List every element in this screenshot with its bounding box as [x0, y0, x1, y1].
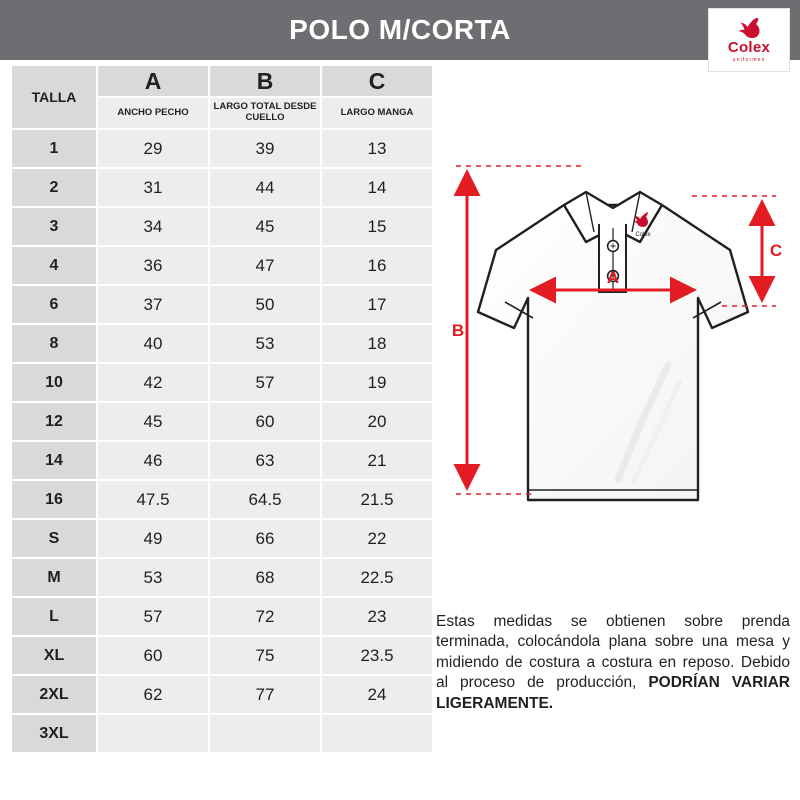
row-value-b: 53 [210, 325, 320, 362]
row-value-a: 46 [98, 442, 208, 479]
row-value-a: 45 [98, 403, 208, 440]
row-value-c: 23 [322, 598, 432, 635]
row-size: 3 [12, 208, 96, 245]
row-value-a: 62 [98, 676, 208, 713]
table-row [12, 169, 432, 206]
row-value-c: 14 [322, 169, 432, 206]
row-value-a: 47.5 [98, 481, 208, 518]
row-value-b: 60 [210, 403, 320, 440]
table-row [12, 559, 432, 596]
row-value-b: 77 [210, 676, 320, 713]
row-value-a: 36 [98, 247, 208, 284]
row-value-c: 16 [322, 247, 432, 284]
table-row [12, 637, 432, 674]
table-header-row [12, 66, 432, 96]
row-size: 12 [12, 403, 96, 440]
table-row [12, 403, 432, 440]
table-row [12, 208, 432, 245]
row-value-b: 63 [210, 442, 320, 479]
eagle-icon [736, 17, 762, 39]
header-letter-b: B [210, 66, 320, 96]
row-value-c: 18 [322, 325, 432, 362]
row-value-c: 20 [322, 403, 432, 440]
table-row [12, 481, 432, 518]
row-size: 2XL [12, 676, 96, 713]
table-row [12, 130, 432, 167]
row-value-c: 13 [322, 130, 432, 167]
row-size: L [12, 598, 96, 635]
header-size-label: TALLA [12, 66, 96, 128]
header-desc-b: LARGO TOTAL DESDE CUELLO [210, 98, 320, 128]
row-value-b: 45 [210, 208, 320, 245]
size-table [10, 64, 434, 754]
table-row [12, 286, 432, 323]
table-row [12, 676, 432, 713]
row-size: 4 [12, 247, 96, 284]
row-value-b: 64.5 [210, 481, 320, 518]
note-text: Estas medidas se obtienen sobre prenda terminada, colocándola plana sobre una mesa y midiendo de costura a costura en reposo. Debido al proceso de producción, [436, 613, 790, 692]
polo-shirt-illustration [436, 150, 790, 570]
table-row [12, 520, 432, 557]
table-row [12, 247, 432, 284]
note-emphasis: PODRÍAN VARIAR LIGERAMENTE. [436, 674, 790, 712]
row-value-c: 21.5 [322, 481, 432, 518]
svg-text:Colex: Colex [635, 232, 651, 238]
table-row [12, 715, 432, 752]
row-value-b: 39 [210, 130, 320, 167]
row-size: S [12, 520, 96, 557]
measure-c-label: C [769, 241, 783, 260]
measure-b-label: B [451, 321, 465, 340]
brand-logo [708, 8, 790, 72]
row-size: 2 [12, 169, 96, 206]
row-value-c: 21 [322, 442, 432, 479]
row-size: 3XL [12, 715, 96, 752]
row-value-c: 15 [322, 208, 432, 245]
row-value-c: 22 [322, 520, 432, 557]
row-size: XL [12, 637, 96, 674]
row-value-b: 68 [210, 559, 320, 596]
row-value-a: 53 [98, 559, 208, 596]
page-title: POLO M/CORTA [289, 14, 511, 45]
header-desc-a: ANCHO PECHO [98, 98, 208, 128]
row-value-a: 49 [98, 520, 208, 557]
row-value-a: 40 [98, 325, 208, 362]
row-value-b: 47 [210, 247, 320, 284]
row-value-b: 72 [210, 598, 320, 635]
table-row [12, 598, 432, 635]
row-value-b: 57 [210, 364, 320, 401]
row-value-c: 19 [322, 364, 432, 401]
table-row [12, 442, 432, 479]
row-value-a [98, 715, 208, 752]
row-value-a: 60 [98, 637, 208, 674]
header-desc-c: LARGO MANGA [322, 98, 432, 128]
row-value-a: 31 [98, 169, 208, 206]
table-row [12, 325, 432, 362]
header-letter-c: C [322, 66, 432, 96]
brand-tagline: uniformes [732, 57, 766, 63]
row-value-a: 37 [98, 286, 208, 323]
row-size: 1 [12, 130, 96, 167]
brand-name: Colex [727, 39, 771, 56]
header-letter-a: A [98, 66, 208, 96]
measure-a-label: A [606, 268, 620, 287]
row-size: 6 [12, 286, 96, 323]
row-size: 8 [12, 325, 96, 362]
row-value-b: 66 [210, 520, 320, 557]
row-value-b: 50 [210, 286, 320, 323]
row-value-c: 17 [322, 286, 432, 323]
shirt-body [478, 192, 748, 500]
page-header [0, 0, 800, 60]
row-value-c: 23.5 [322, 637, 432, 674]
size-table-container [10, 64, 430, 754]
polo-diagram-svg [436, 150, 790, 570]
row-value-b [210, 715, 320, 752]
row-size: M [12, 559, 96, 596]
row-size: 10 [12, 364, 96, 401]
row-value-a: 34 [98, 208, 208, 245]
table-row [12, 364, 432, 401]
row-value-c: 22.5 [322, 559, 432, 596]
row-size: 14 [12, 442, 96, 479]
row-size: 16 [12, 481, 96, 518]
row-value-b: 44 [210, 169, 320, 206]
row-value-a: 42 [98, 364, 208, 401]
measurement-note [436, 612, 790, 714]
row-value-b: 75 [210, 637, 320, 674]
row-value-c: 24 [322, 676, 432, 713]
row-value-a: 29 [98, 130, 208, 167]
row-value-c [322, 715, 432, 752]
row-value-a: 57 [98, 598, 208, 635]
